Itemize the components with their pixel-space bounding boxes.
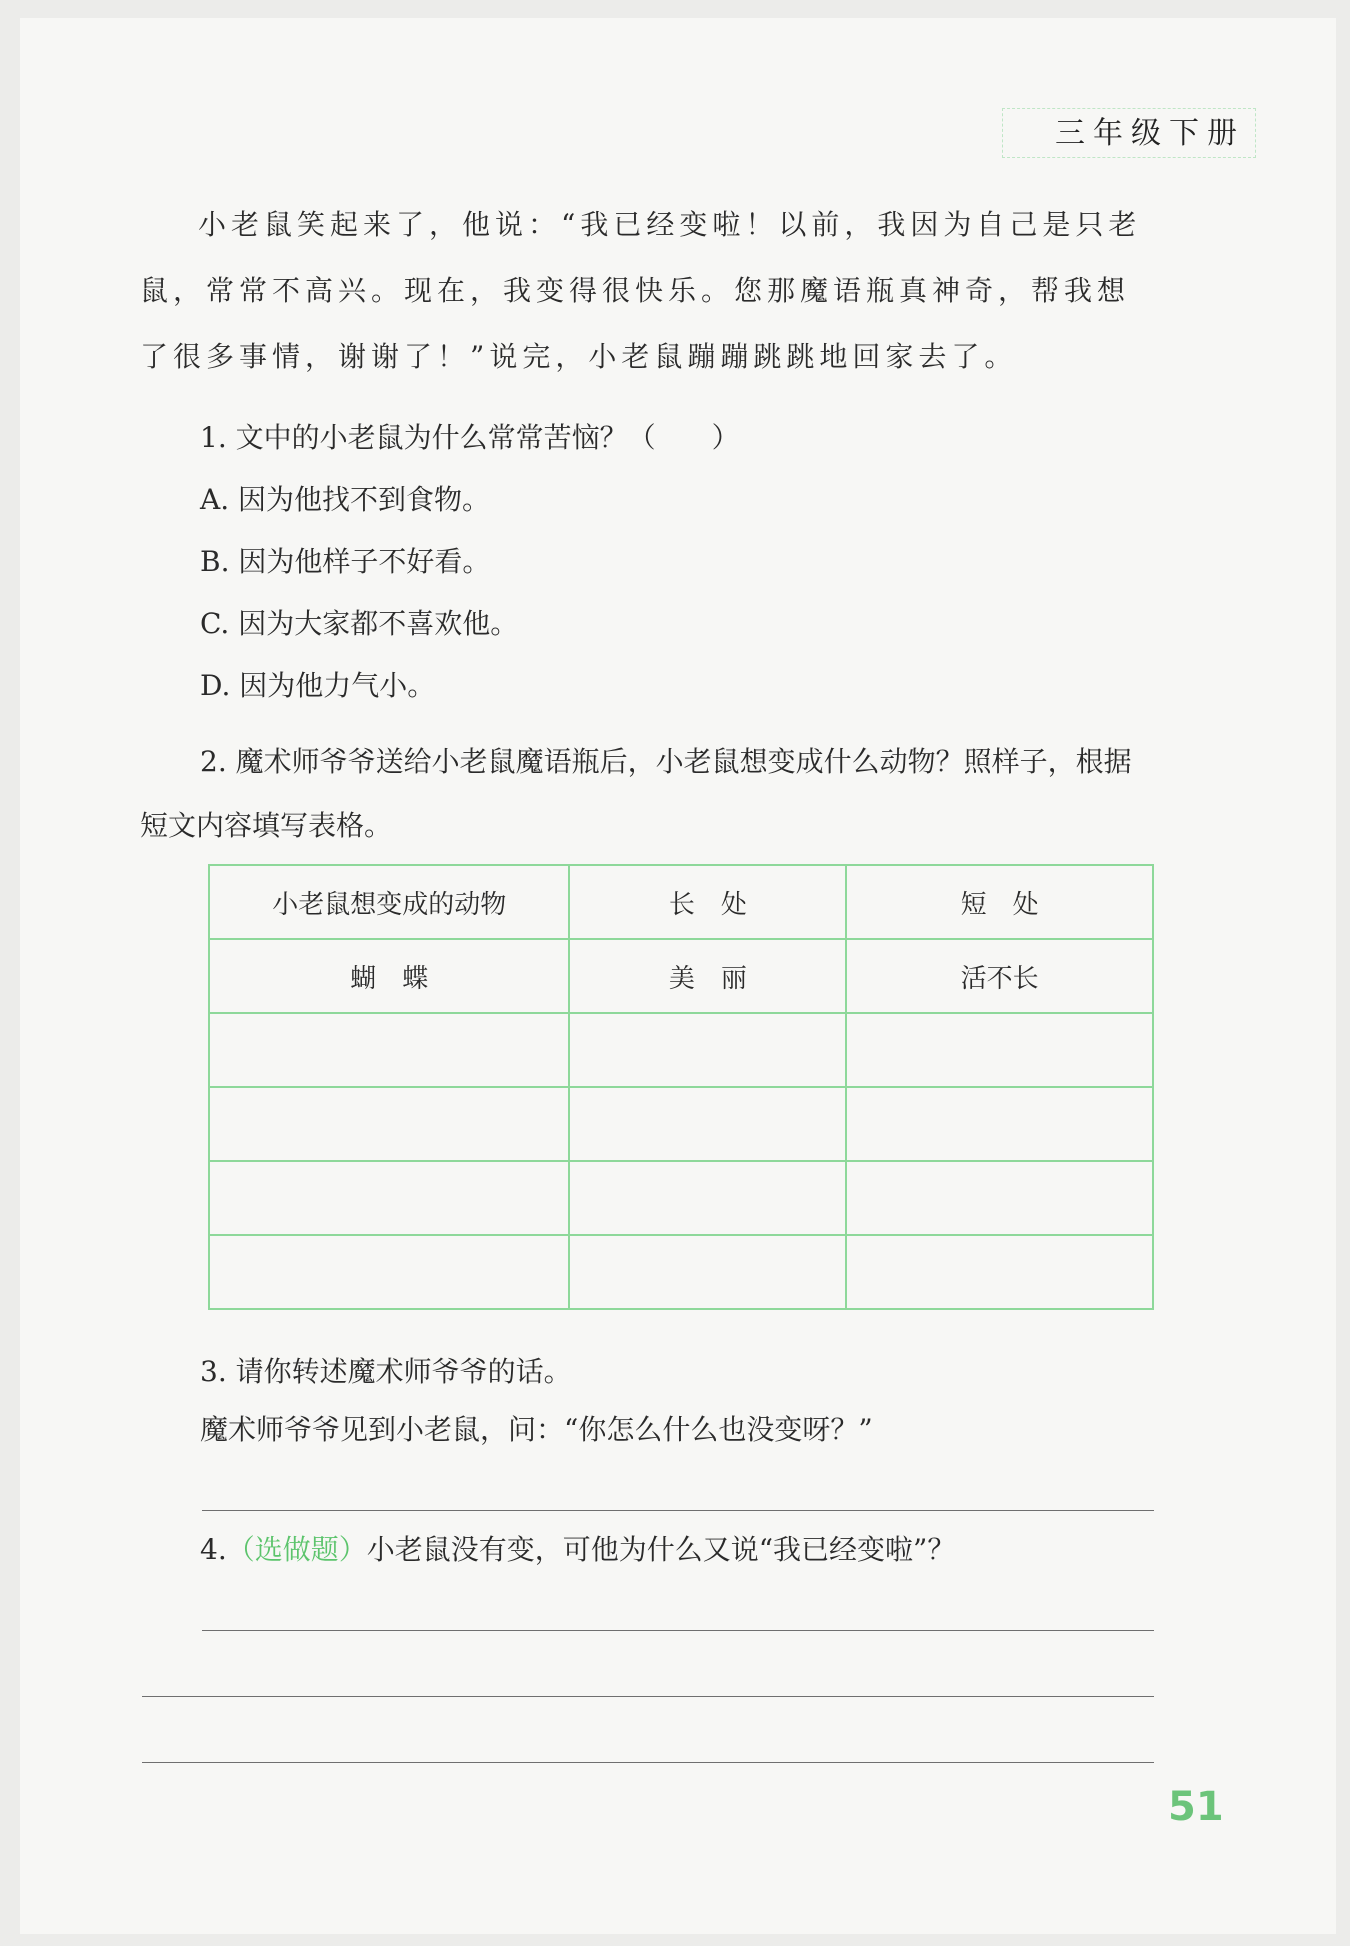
table-blank-cell[interactable] xyxy=(846,1235,1153,1309)
q4-question-line xyxy=(200,1530,955,1570)
q4-answer-line[interactable] xyxy=(142,1762,1154,1763)
table-header-row xyxy=(209,865,1153,939)
q3-answer-line[interactable] xyxy=(202,1510,1154,1511)
story-paragraph: 小老鼠笑起来了，他说：“我已经变啦！以前，我因为自己是只老鼠，常常不高兴。现在，我变得很快乐。您那魔语瓶真神奇，帮我想了很多事情，谢谢了！”说完，小老鼠蹦蹦跳跳地回家去了。 xyxy=(140,208,1142,373)
q4-optional-tag: （选做题） xyxy=(226,1533,367,1566)
table-blank-cell[interactable] xyxy=(209,1087,569,1161)
table-cell: 美 丽 xyxy=(569,939,846,1013)
table-cell: 蝴 蝶 xyxy=(209,939,569,1013)
table-blank-cell[interactable] xyxy=(209,1235,569,1309)
q1-option-b: B. 因为他样子不好看。 xyxy=(200,545,491,578)
q2-question: 2. 魔术师爷爷送给小老鼠魔语瓶后，小老鼠想变成什么动物？照样子，根据短文内容填写表格。 xyxy=(140,745,1132,842)
table-blank-row xyxy=(209,1235,1153,1309)
q1-option-a: A. 因为他找不到食物。 xyxy=(200,483,491,516)
table-blank-cell[interactable] xyxy=(569,1235,846,1309)
q4-answer-line[interactable] xyxy=(202,1630,1154,1631)
page-number: 51 xyxy=(1168,1784,1224,1830)
q4-answer-line[interactable] xyxy=(142,1696,1154,1697)
table-blank-cell[interactable] xyxy=(209,1013,569,1087)
animal-table xyxy=(208,864,1154,1310)
q1-option-d: D. 因为他力气小。 xyxy=(200,669,436,702)
table-blank-cell[interactable] xyxy=(569,1013,846,1087)
grade-label: 三年级下册 xyxy=(1055,116,1245,151)
table-blank-cell[interactable] xyxy=(846,1087,1153,1161)
table-blank-row xyxy=(209,1087,1153,1161)
table-blank-cell[interactable] xyxy=(569,1161,846,1235)
table-header-cell: 长 处 xyxy=(569,865,846,939)
table-blank-row xyxy=(209,1013,1153,1087)
table-header-cell: 小老鼠想变成的动物 xyxy=(209,865,569,939)
table-cell: 活不长 xyxy=(846,939,1153,1013)
q4-question: 小老鼠没有变，可他为什么又说“我已经变啦”？ xyxy=(366,1533,956,1566)
q3-quote: 魔术师爷爷见到小老鼠，问：“你怎么什么也没变呀？” xyxy=(200,1413,873,1446)
table-example-row xyxy=(209,939,1153,1013)
table-blank-cell[interactable] xyxy=(569,1087,846,1161)
q4-number: 4. xyxy=(200,1533,227,1566)
q1-question: 1. 文中的小老鼠为什么常常苦恼？（ ） xyxy=(200,421,740,454)
table-blank-cell[interactable] xyxy=(209,1161,569,1235)
q3-question: 3. 请你转述魔术师爷爷的话。 xyxy=(200,1355,572,1388)
table-blank-cell[interactable] xyxy=(846,1161,1153,1235)
table-header-cell: 短 处 xyxy=(846,865,1153,939)
table-blank-row xyxy=(209,1161,1153,1235)
q1-option-c: C. 因为大家都不喜欢他。 xyxy=(200,607,519,640)
table-blank-cell[interactable] xyxy=(846,1013,1153,1087)
